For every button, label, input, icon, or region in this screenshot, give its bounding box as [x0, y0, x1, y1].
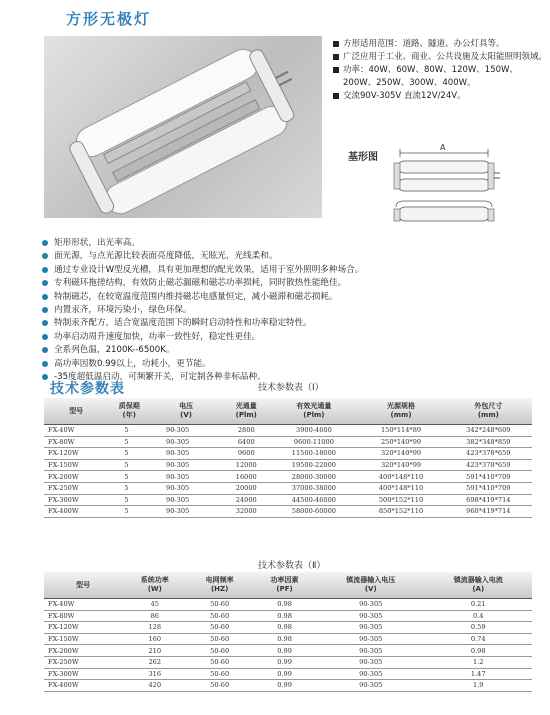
table-cell: FX-40W [44, 425, 108, 437]
feature-item: -35度超低温启动，可频繁开关，可定制各种非标品种。 [40, 371, 530, 384]
table-cell: 500*152*110 [357, 494, 444, 506]
spec-item: 交流90V-305V 直流12V/24V。 [333, 90, 548, 103]
table-cell: 5 [108, 436, 150, 448]
column-header: 质保期 (年) [108, 398, 150, 425]
table-cell: 32000 [222, 506, 270, 518]
section-title: 技术参数表 [50, 381, 125, 397]
table-cell: FX-120W [44, 448, 108, 460]
table-cell: 58000-60000 [270, 506, 357, 518]
table-cell: 86 [122, 610, 187, 622]
table-cell: 2800 [222, 425, 270, 437]
table-header-row [44, 572, 532, 599]
column-header: 电网频率 (HZ) [187, 572, 252, 599]
table-cell: 90-305 [317, 599, 424, 611]
table-cell: 44500-46000 [270, 494, 357, 506]
table-row [44, 471, 532, 483]
table-row [44, 633, 532, 645]
column-header: 有效光通量 (Plm) [270, 398, 357, 425]
table-cell: 423*378*659 [445, 459, 532, 471]
table-cell: FX-200W [44, 471, 108, 483]
table-cell: 12000 [222, 459, 270, 471]
table-cell: 698*419*714 [445, 494, 532, 506]
table-cell: FX-300W [44, 668, 122, 680]
table-row [44, 622, 532, 634]
table-cell: 16000 [222, 471, 270, 483]
table-header-row [44, 398, 532, 425]
table-cell: 24000 [222, 494, 270, 506]
table-cell: 50-60 [187, 610, 252, 622]
table-row [44, 610, 532, 622]
table-row [44, 459, 532, 471]
table-cell: 45 [122, 599, 187, 611]
table-cell: 0.98 [252, 599, 317, 611]
spec-table-2 [44, 572, 532, 692]
table-cell: 128 [122, 622, 187, 634]
table2-caption: 技术参数表（Ⅱ） [258, 561, 326, 571]
spec-list [333, 38, 548, 103]
dimension-label: A [440, 143, 446, 152]
table-cell: 90-305 [317, 610, 424, 622]
table-cell: FX-200W [44, 645, 122, 657]
table-cell: 90-305 [317, 622, 424, 634]
table-cell: 50-60 [187, 656, 252, 668]
table-row [44, 448, 532, 460]
table-cell: 90-305 [150, 425, 222, 437]
column-header: 光源规格 (mm) [357, 398, 444, 425]
column-header: 镇流器输入电压 (V) [317, 572, 424, 599]
table-cell: 5 [108, 459, 150, 471]
table-cell: 37000-38000 [270, 482, 357, 494]
feature-item: 高功率因数0.99以上，功耗小，更节能。 [40, 358, 530, 371]
column-header: 型号 [44, 572, 122, 599]
table-cell: FX-400W [44, 680, 122, 692]
table-cell: 90-305 [150, 494, 222, 506]
table-row [44, 656, 532, 668]
feature-list [40, 237, 530, 384]
table-row [44, 425, 532, 437]
table-cell: 5 [108, 506, 150, 518]
table-cell: 1.47 [424, 668, 532, 680]
table-cell: FX-40W [44, 599, 122, 611]
lamp-photo [44, 36, 322, 218]
spec-item: 广泛应用于工业、商业、公共设施及太阳能照明领域。 [333, 51, 548, 64]
feature-item: 全系列色温，2100K--6500K。 [40, 344, 530, 357]
column-header: 功率因素 (PF) [252, 572, 317, 599]
table-cell: 50-60 [187, 622, 252, 634]
column-header: 系统功率 (W) [122, 572, 187, 599]
table-cell: 0.99 [252, 645, 317, 657]
table-cell: 50-60 [187, 680, 252, 692]
table-row [44, 494, 532, 506]
table-cell: 316 [122, 668, 187, 680]
table-cell: 3900-4600 [270, 425, 357, 437]
table-cell: 0.21 [424, 599, 532, 611]
table-cell: 250*140*99 [357, 436, 444, 448]
table-row [44, 680, 532, 692]
table-cell: 90-305 [150, 482, 222, 494]
table-cell: 0.98 [252, 622, 317, 634]
table-row [44, 645, 532, 657]
table-cell: 0.4 [424, 610, 532, 622]
table-cell: 50-60 [187, 645, 252, 657]
table-cell: 160 [122, 633, 187, 645]
table-cell: 0.74 [424, 633, 532, 645]
table-cell: 5 [108, 448, 150, 460]
table-cell: FX-250W [44, 482, 108, 494]
table-cell: 90-305 [150, 471, 222, 483]
feature-item: 特制汞齐配方，适合宽温度范围下的瞬时启动特性和功率稳定特性。 [40, 317, 530, 330]
table-cell: 0.99 [252, 656, 317, 668]
spec-table-1 [44, 398, 532, 518]
table-cell: FX-150W [44, 633, 122, 645]
table-cell: 90-305 [150, 448, 222, 460]
table-cell: 11500-18000 [270, 448, 357, 460]
table-cell: 0.98 [424, 645, 532, 657]
table-cell: 0.98 [252, 610, 317, 622]
column-header: 电压 (V) [150, 398, 222, 425]
column-header: 型号 [44, 398, 108, 425]
table-cell: FX-300W [44, 494, 108, 506]
feature-item: 矩形形状，出光率高。 [40, 237, 530, 250]
feature-item: 功率启动周升速度加快，功率一致性好，稳定性更佳。 [40, 331, 530, 344]
table-cell: 400*148*110 [357, 471, 444, 483]
table-cell: 320*140*99 [357, 448, 444, 460]
table-cell: 50-60 [187, 599, 252, 611]
table-cell: 262 [122, 656, 187, 668]
feature-item: 面光源，与点光源比较表面亮度降低，无眩光，光线柔和。 [40, 250, 530, 263]
table-cell: 0.59 [424, 622, 532, 634]
table-cell: 1.9 [424, 680, 532, 692]
table-cell: FX-250W [44, 656, 122, 668]
table-cell: FX-150W [44, 459, 108, 471]
table-cell: 90-305 [317, 656, 424, 668]
feature-item: 专利磁环拖搓结构，有效防止磁芯漏磁和磁芯功率损耗，同时散热性能绝佳。 [40, 277, 530, 290]
feature-item: 内置汞齐，环境污染小，绿色环保。 [40, 304, 530, 317]
spec-item: 功率：40W、60W、80W、120W、150W、200W、250W、300W、400W。 [333, 64, 548, 90]
dimension-diagram [392, 143, 502, 235]
table-cell: 90-305 [317, 668, 424, 680]
table-row [44, 668, 532, 680]
table-cell: 5 [108, 425, 150, 437]
table-cell: 90-305 [150, 436, 222, 448]
table-cell: 591*410*709 [445, 471, 532, 483]
table-cell: 90-305 [150, 506, 222, 518]
page-title: 方形无极灯 [66, 10, 152, 28]
table-cell: 0.98 [252, 633, 317, 645]
table-cell: FX-400W [44, 506, 108, 518]
table-cell: 5 [108, 482, 150, 494]
table-cell: FX-120W [44, 622, 122, 634]
table-cell: 0.99 [252, 668, 317, 680]
feature-item: 通过专业设计W型反光槽，具有更加理想的配光效果，适用于室外照明多种场合。 [40, 264, 530, 277]
table1-caption: 技术参数表（Ⅰ） [258, 383, 324, 393]
table-cell: 423*378*659 [445, 448, 532, 460]
table-cell: 90-305 [317, 633, 424, 645]
table-row [44, 506, 532, 518]
table-cell: 320*140*99 [357, 459, 444, 471]
table-cell: 591*410*709 [445, 482, 532, 494]
table-cell: 960*419*714 [445, 506, 532, 518]
table-cell: FX-80W [44, 610, 122, 622]
table-cell: 0.99 [252, 680, 317, 692]
diagram-label: 基形图 [348, 152, 378, 163]
table-cell: 150*114*89 [357, 425, 444, 437]
column-header: 光通量 (Plm) [222, 398, 270, 425]
table-cell: 400*148*110 [357, 482, 444, 494]
table-cell: 342*248*609 [445, 425, 532, 437]
table-row [44, 436, 532, 448]
table-row [44, 482, 532, 494]
spec-item: 方形适用范围：道路、隧道、办公灯具等。 [333, 38, 548, 51]
table-cell: 420 [122, 680, 187, 692]
table-cell: FX-80W [44, 436, 108, 448]
table-cell: 90-305 [317, 645, 424, 657]
table-cell: 20000 [222, 482, 270, 494]
table-cell: 210 [122, 645, 187, 657]
column-header: 镇流器输入电流 (A) [424, 572, 532, 599]
table-cell: 19500-22000 [270, 459, 357, 471]
table-cell: 6400 [222, 436, 270, 448]
table-cell: 9600 [222, 448, 270, 460]
table-cell: 90-305 [317, 680, 424, 692]
table-cell: 5 [108, 494, 150, 506]
table-cell: 1.2 [424, 656, 532, 668]
table-cell: 90-305 [150, 459, 222, 471]
table-cell: 5 [108, 471, 150, 483]
table-cell: 850*152*110 [357, 506, 444, 518]
table-cell: 50-60 [187, 668, 252, 680]
column-header: 外包尺寸 (mm) [445, 398, 532, 425]
table-row [44, 599, 532, 611]
table-cell: 9600-11000 [270, 436, 357, 448]
table-cell: 382*348*859 [445, 436, 532, 448]
table-cell: 50-60 [187, 633, 252, 645]
table-cell: 28000-30000 [270, 471, 357, 483]
feature-item: 特制磁芯，在较宽温度范围内维持磁芯电感量恒定，减小磁滞和磁芯损耗。 [40, 291, 530, 304]
